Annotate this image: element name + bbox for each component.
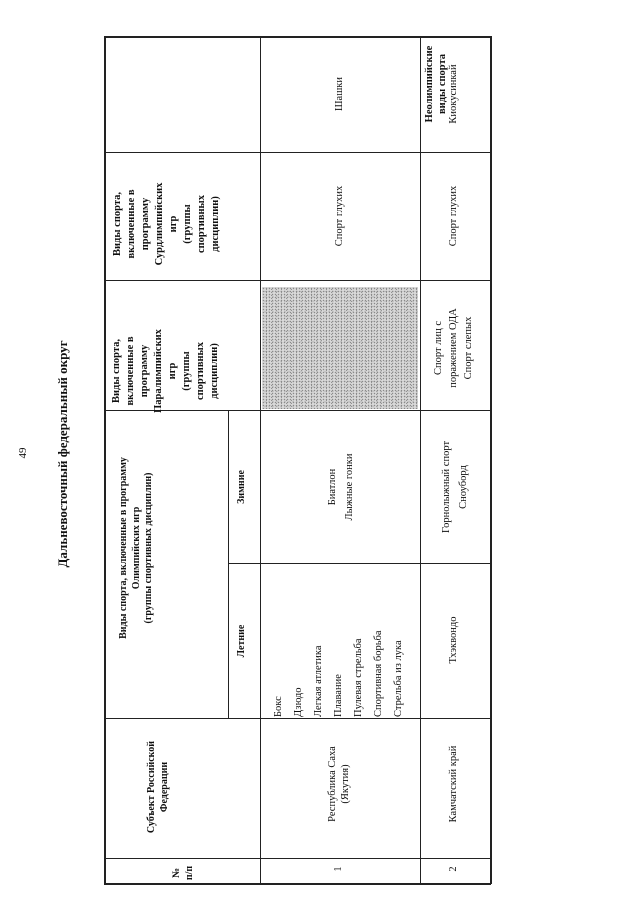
header-subject: Субъект Российской Федерации <box>146 740 170 834</box>
row-number: 2 <box>448 866 459 872</box>
header-nonolympic: Неолимпийские виды спорта <box>424 45 449 123</box>
row-subject: Республика Саха (Якутия) <box>327 746 352 822</box>
row-number: 1 <box>333 866 344 872</box>
header-summer: Летние <box>236 624 247 658</box>
row-nonolympic-sports: Шашки <box>334 76 345 112</box>
redacted-noise-area <box>262 287 418 409</box>
page-number: 49 <box>17 447 29 459</box>
row-paralympic-sports: Спорт лиц с поражением ОДА Спорт слепых <box>433 308 474 388</box>
header-num: № п/п <box>171 865 195 881</box>
row-subject: Камчатский край <box>448 745 459 823</box>
row-summer-sports: Бокс Дзюдо Легкая атлетика Плавание Пулевая стрельба Спортивная борьба Стрельба из лука <box>273 630 404 717</box>
row-nonolympic-sports: Киокусинкай <box>448 64 459 124</box>
header-paralympic: Виды спорта, включенные в программу Паралимпийских игр (группы спортивных дисциплин) <box>111 329 220 413</box>
header-deaflympic: Виды спорта, включенные в программу Сурдлимпийских игр (группы спортивных дисциплин) <box>112 182 221 266</box>
header-winter: Зимние <box>236 470 247 504</box>
header-olympic: Виды спорта, включенные в программу Олимпийских игр (группы спортивных дисциплин) <box>118 457 154 639</box>
row-deaflympic-sports: Спорт глухих <box>448 185 459 247</box>
row-summer-sports: Тхэквондо <box>448 616 459 664</box>
row-winter-sports: Биатлон Лыжные гонки <box>327 453 355 521</box>
district-title: Дальневосточный федеральный округ <box>55 340 70 568</box>
row-deaflympic-sports: Спорт глухих <box>334 185 345 247</box>
row-winter-sports: Горнолыжный спорт Сноуборд <box>441 440 469 534</box>
